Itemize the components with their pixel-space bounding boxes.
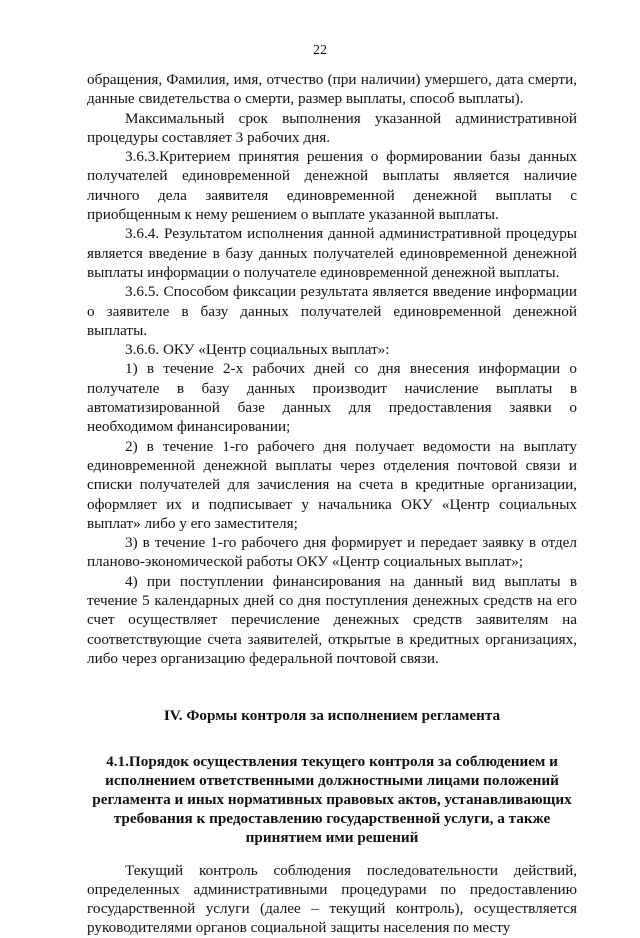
paragraph: обращения, Фамилия, имя, отчество (при наличии) умершего, дата смерти, данные свидетельства о смерти, размер выплаты, способ выплаты). bbox=[87, 71, 577, 108]
paragraph: 3.6.5. Способом фиксации результата является введение информации о заявителе в базу данных получателей единовременной денежной выплаты. bbox=[87, 283, 577, 339]
paragraph: 3.6.3.Критерием принятия решения о формировании базы данных получателей единовременной денежной выплаты является наличие личного дела заявителя единовременной денежной выплаты с приобщенным к нему решением о выплате указанной выплаты. bbox=[87, 148, 577, 224]
paragraph: 2) в течение 1-го рабочего дня получает ведомости на выплату единовременной денежной выплаты через отделения почтовой связи и списки получателей для зачисления на счета в кредитные организации, оформляет их и подписывает у начальника ОКУ «Центр социальных выплат» либо у его заместителя; bbox=[87, 437, 577, 532]
subsection-heading: 4.1.Порядок осуществления текущего контроля за соблюдением и исполнением ответственными должностными лицами положений регламента и иных нормативных правовых актов, устанавливающих требования к предоставлению государственной услуги, а также принятием ими решений bbox=[92, 752, 572, 846]
paragraph: Максимальный срок выполнения указанной административной процедуры составляет 3 рабочих дня. bbox=[87, 109, 577, 146]
paragraph: 4) при поступлении финансирования на данный вид выплаты в течение 5 календарных дней со дня поступления денежных средств на его счет осуществляет перечисление денежных средств заявителям на соответствующие счета заявителей, открытые в кредитных организациях, либо через организацию федеральной почтовой связи. bbox=[87, 572, 577, 667]
section-heading: IV. Формы контроля за исполнением регламента bbox=[163, 707, 501, 725]
paragraph: 3) в течение 1-го рабочего дня формирует и передает заявку в отдел планово-экономической работы ОКУ «Центр социальных выплат»; bbox=[87, 534, 577, 571]
paragraph: Текущий контроль соблюдения последовательности действий, определенных административными процедурами по предоставлению государственной услуги (далее – текущий контроль), осуществляется руководителями органов социальной защиты населения по месту bbox=[87, 861, 577, 937]
paragraph: 3.6.6. ОКУ «Центр социальных выплат»: bbox=[125, 341, 390, 359]
page-number: 22 bbox=[313, 43, 327, 58]
paragraph: 3.6.4. Результатом исполнения данной административной процедуры является введение в базу данных получателей единовременной денежной выплаты информации о получателе единовременной денежной выплаты. bbox=[87, 225, 577, 281]
document-body bbox=[87, 70, 577, 938]
paragraph: 1) в течение 2-х рабочих дней со дня внесения информации о получателе в базу данных производит начисление выплаты в автоматизированной базе данных для предоставления заявки о необходимом финансировании; bbox=[87, 360, 577, 436]
